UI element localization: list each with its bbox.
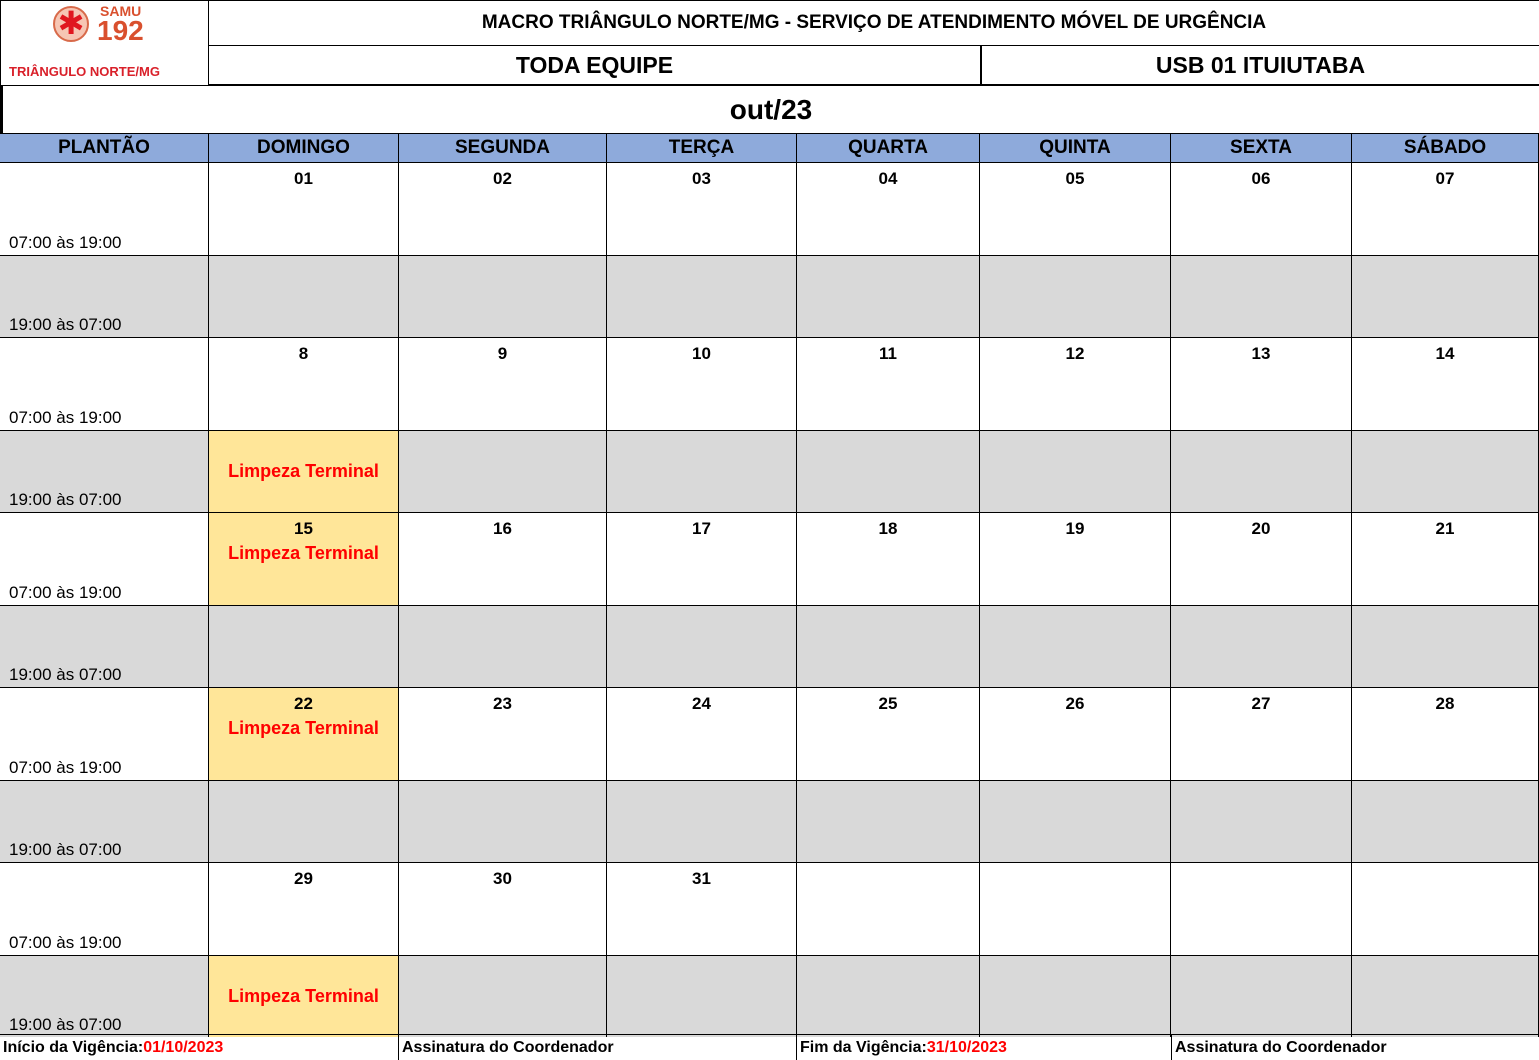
day-number: 14 xyxy=(1435,344,1455,363)
night-cell xyxy=(1171,430,1352,512)
day-cell xyxy=(209,337,399,430)
night-cell xyxy=(209,955,399,1037)
day-number: 26 xyxy=(1065,694,1085,713)
shift-label-day: 07:00 às 19:00 xyxy=(0,862,209,955)
row-divider xyxy=(0,780,1539,781)
day-number: 8 xyxy=(298,344,309,363)
shift-label-night: 19:00 às 07:00 xyxy=(0,605,209,687)
end-label: Fim da Vigência: xyxy=(800,1038,927,1056)
day-cell xyxy=(980,162,1171,255)
night-cell xyxy=(607,955,797,1037)
weekday-header: SEGUNDA xyxy=(399,133,607,162)
row-divider xyxy=(0,512,1539,513)
day-cell xyxy=(980,512,1171,605)
day-number: 17 xyxy=(692,519,711,538)
schedule-title: MACRO TRIÂNGULO NORTE/MG - SERVIÇO DE ATENDIMENTO MÓVEL DE URGÊNCIA xyxy=(209,0,1539,46)
night-cell xyxy=(1171,255,1352,337)
day-cell xyxy=(607,512,797,605)
night-cell xyxy=(1352,430,1539,512)
day-number: 01 xyxy=(294,169,313,188)
day-number: 04 xyxy=(878,169,898,188)
day-number: 05 xyxy=(1065,169,1085,188)
night-cell xyxy=(980,605,1171,687)
logo-region: TRIÂNGULO NORTE/MG xyxy=(9,64,160,79)
night-cell xyxy=(399,955,607,1037)
day-cell xyxy=(797,162,980,255)
shift-label-day: 07:00 às 19:00 xyxy=(0,337,209,430)
day-number: 28 xyxy=(1435,694,1455,713)
weekday-header: SÁBADO xyxy=(1352,133,1539,162)
night-cell xyxy=(1352,780,1539,862)
night-cell xyxy=(209,430,399,512)
day-cell xyxy=(980,687,1171,780)
day-cell xyxy=(399,512,607,605)
weekday-header: SEXTA xyxy=(1171,133,1352,162)
day-cell xyxy=(980,862,1171,955)
end-validity xyxy=(796,1034,1171,1060)
unit-label: USB 01 ITUIUTABA xyxy=(980,46,1539,86)
night-cell xyxy=(980,955,1171,1037)
night-cell xyxy=(399,605,607,687)
row-divider xyxy=(0,255,1539,256)
coordinator-signature-2: Assinatura do Coordenador xyxy=(1171,1034,1539,1060)
day-number: 24 xyxy=(692,694,711,713)
night-cell xyxy=(399,430,607,512)
shift-label-day: 07:00 às 19:00 xyxy=(0,162,209,255)
shift-label-night: 19:00 às 07:00 xyxy=(0,430,209,512)
night-cell xyxy=(1171,780,1352,862)
day-cell xyxy=(1171,862,1352,955)
weekday-header: PLANTÃO xyxy=(0,133,209,162)
night-cell xyxy=(209,605,399,687)
night-cell xyxy=(797,430,980,512)
day-cell xyxy=(209,512,399,605)
night-cell xyxy=(607,430,797,512)
day-cell xyxy=(607,337,797,430)
day-number xyxy=(980,862,1170,869)
day-cell xyxy=(1352,512,1539,605)
row-divider xyxy=(0,687,1539,688)
day-cell xyxy=(399,862,607,955)
day-number: 21 xyxy=(1435,519,1455,538)
day-cell xyxy=(209,687,399,780)
day-cell xyxy=(209,862,399,955)
weekday-header: QUARTA xyxy=(797,133,980,162)
day-cell xyxy=(797,687,980,780)
day-number xyxy=(797,862,979,869)
day-number: 27 xyxy=(1251,694,1271,713)
day-cell xyxy=(1171,337,1352,430)
month-title: out/23 xyxy=(0,86,1539,133)
day-cell xyxy=(1352,337,1539,430)
day-number: 22 xyxy=(294,694,313,713)
night-cell xyxy=(399,780,607,862)
row-divider xyxy=(0,337,1539,338)
day-cell xyxy=(209,162,399,255)
star-of-life-icon: ✱ xyxy=(57,5,85,41)
day-number: 06 xyxy=(1251,169,1271,188)
night-cell xyxy=(607,605,797,687)
day-cell xyxy=(797,337,980,430)
night-cell xyxy=(1171,955,1352,1037)
night-cell xyxy=(399,255,607,337)
samu-logo xyxy=(0,0,209,86)
row-divider xyxy=(0,430,1539,431)
night-cell xyxy=(797,780,980,862)
start-date: 01/10/2023 xyxy=(143,1038,224,1056)
night-cell xyxy=(1171,605,1352,687)
day-number: 20 xyxy=(1251,519,1271,538)
day-cell xyxy=(1352,687,1539,780)
night-cell xyxy=(980,430,1171,512)
day-number: 07 xyxy=(1435,169,1455,188)
night-cell xyxy=(980,255,1171,337)
day-cell xyxy=(399,687,607,780)
logo-number: 192 xyxy=(97,15,144,46)
night-cell xyxy=(1352,605,1539,687)
night-cell xyxy=(797,955,980,1037)
day-number: 23 xyxy=(493,694,512,713)
day-cell xyxy=(607,687,797,780)
shift-label-day: 07:00 às 19:00 xyxy=(0,512,209,605)
logo-samu-text: SAMU xyxy=(100,3,142,19)
day-cell xyxy=(980,337,1171,430)
day-cell xyxy=(1171,512,1352,605)
day-number: 10 xyxy=(692,344,711,363)
day-cell xyxy=(1171,687,1352,780)
day-number: 18 xyxy=(878,519,898,538)
start-label: Início da Vigência: xyxy=(3,1038,144,1056)
night-cell xyxy=(209,780,399,862)
day-cell xyxy=(797,862,980,955)
weekday-header: TERÇA xyxy=(607,133,797,162)
night-cell xyxy=(980,780,1171,862)
night-cell xyxy=(209,255,399,337)
night-cell xyxy=(797,605,980,687)
day-number: 16 xyxy=(493,519,512,538)
day-cell xyxy=(607,862,797,955)
day-cell xyxy=(1352,162,1539,255)
day-number: 9 xyxy=(497,344,508,363)
row-divider xyxy=(0,605,1539,606)
shift-label-night: 19:00 às 07:00 xyxy=(0,255,209,337)
day-number: 30 xyxy=(493,869,512,888)
start-validity xyxy=(0,1034,398,1060)
day-cell xyxy=(797,512,980,605)
header-divider xyxy=(0,162,1539,163)
coordinator-signature-1: Assinatura do Coordenador xyxy=(398,1034,796,1060)
day-number: 31 xyxy=(692,869,711,888)
row-divider xyxy=(0,955,1539,956)
weekday-header: DOMINGO xyxy=(209,133,399,162)
day-cell xyxy=(399,162,607,255)
day-cell xyxy=(399,337,607,430)
cleaning-note: Limpeza Terminal xyxy=(228,543,379,563)
day-number: 19 xyxy=(1065,519,1085,538)
day-cell xyxy=(607,162,797,255)
end-date: 31/10/2023 xyxy=(926,1038,1007,1056)
day-number xyxy=(1352,862,1538,869)
shift-label-night: 19:00 às 07:00 xyxy=(0,955,209,1037)
shift-label-day: 07:00 às 19:00 xyxy=(0,687,209,780)
day-number: 02 xyxy=(493,169,512,188)
day-number: 29 xyxy=(294,869,313,888)
weekday-header: QUINTA xyxy=(980,133,1171,162)
day-number xyxy=(1171,862,1351,869)
shift-label-night: 19:00 às 07:00 xyxy=(0,780,209,862)
day-cell xyxy=(1171,162,1352,255)
cleaning-note: Limpeza Terminal xyxy=(228,718,379,738)
header-divider xyxy=(0,133,1539,134)
night-cell xyxy=(607,780,797,862)
day-number: 13 xyxy=(1251,344,1271,363)
night-cell xyxy=(1352,255,1539,337)
day-number: 11 xyxy=(879,344,897,363)
cleaning-note: Limpeza Terminal xyxy=(228,460,379,481)
day-number: 25 xyxy=(878,694,898,713)
team-label: TODA EQUIPE xyxy=(209,46,980,86)
day-cell xyxy=(1352,862,1539,955)
day-number: 03 xyxy=(692,169,711,188)
row-divider xyxy=(0,862,1539,863)
day-number: 15 xyxy=(294,519,313,538)
night-cell xyxy=(607,255,797,337)
night-cell xyxy=(1352,955,1539,1037)
cleaning-note: Limpeza Terminal xyxy=(228,985,379,1006)
night-cell xyxy=(797,255,980,337)
day-number: 12 xyxy=(1065,344,1085,363)
